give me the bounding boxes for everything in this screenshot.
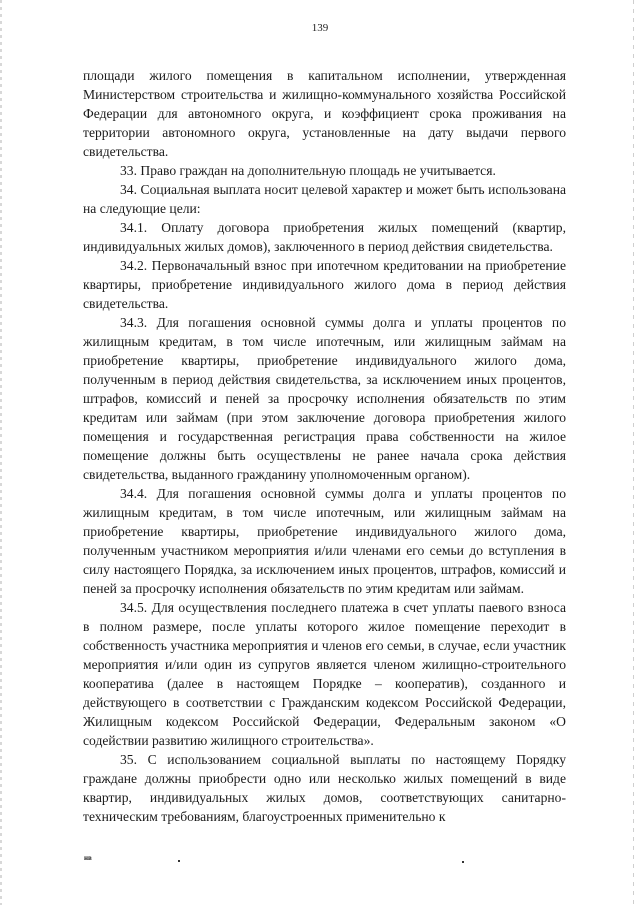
paragraph-35: 35. С использованием социальной выплаты по настоящему Порядку граждане должны приобрести одно или несколько жилых помещений в виде квартир, индивидуальных жилых домов, соответствующих санитарно-техническим требованиям, благоустроенных применительно к bbox=[83, 752, 566, 824]
paragraph-34-2: 34.2. Первоначальный взнос при ипотечном кредитовании на приобретение квартиры, приобретение индивидуального жилого дома в период действия свидетельства. bbox=[83, 258, 566, 311]
document-body bbox=[83, 66, 566, 826]
scan-left-edge bbox=[0, 0, 2, 905]
paragraph-34-3: 34.3. Для погашения основной суммы долга и уплаты процентов по жилищным кредитам, в том числе ипотечным, или жилищным займам на приобретение квартиры, приобретение индивидуального жилого дома, полученным в период действия свидетельства, за исключением иных процентов, штрафов, комиссий и пеней за просрочку исполнения обязательств по этим кредитам или займам (при этом заключение договора приобретения жилого помещения и государственная регистрация права собственности на жилое помещение должны быть осуществлены не ранее начала срока действия свидетельства, выданного гражданину уполномоченным органом). bbox=[83, 315, 566, 482]
scan-dot bbox=[178, 860, 180, 862]
paragraph-continuation: площади жилого помещения в капитальном исполнении, утвержденная Министерством строительства и жилищно-коммунального хозяйства Российской Федерации для автономного округа, и коэффициент срока проживания на территории автономного округа, установленные на дату выдачи первого свидетельства. bbox=[83, 68, 566, 159]
paragraph-34-5: 34.5. Для осуществления последнего платежа в счет уплаты паевого взноса в полном размере, после уплаты которого жилое помещение переходит в собственность участника мероприятия и членов его семьи, в случае, если участник мероприятия и/или один из супругов является членом жилищно-строительного кооператива (далее в настоящем Порядке – кооператив), созданного и действующего в соответствии с Гражданским кодексом Российской Федерации, Жилищным кодексом Российской Федерации, Федеральным законом «О содействии развитию жилищного строительства». bbox=[83, 600, 566, 748]
page-number: 139 bbox=[311, 22, 329, 34]
scan-dot bbox=[462, 861, 464, 863]
scan-right-edge bbox=[633, 0, 634, 905]
paragraph-34-4: 34.4. Для погашения основной суммы долга и уплаты процентов по жилищным кредитам, в том числе ипотечным, или жилищным займам на приобретение квартиры, приобретение индивидуального жилого дома, полученным участником мероприятия и/или членами его семьи до вступления в силу настоящего Порядка, за исключением иных процентов, штрафов, комиссий и пеней за просрочку исполнения обязательств по этим кредитам или займам. bbox=[83, 486, 566, 596]
paragraph-34: 34. Социальная выплата носит целевой характер и может быть использована на следующие цели: bbox=[83, 182, 566, 216]
footer-mark: нв bbox=[84, 854, 92, 862]
paragraph-33: 33. Право граждан на дополнительную площадь не учитывается. bbox=[120, 163, 496, 178]
paragraph-34-1: 34.1. Оплату договора приобретения жилых помещений (квартир, индивидуальных жилых домов), заключенного в период действия свидетельства. bbox=[83, 220, 566, 254]
